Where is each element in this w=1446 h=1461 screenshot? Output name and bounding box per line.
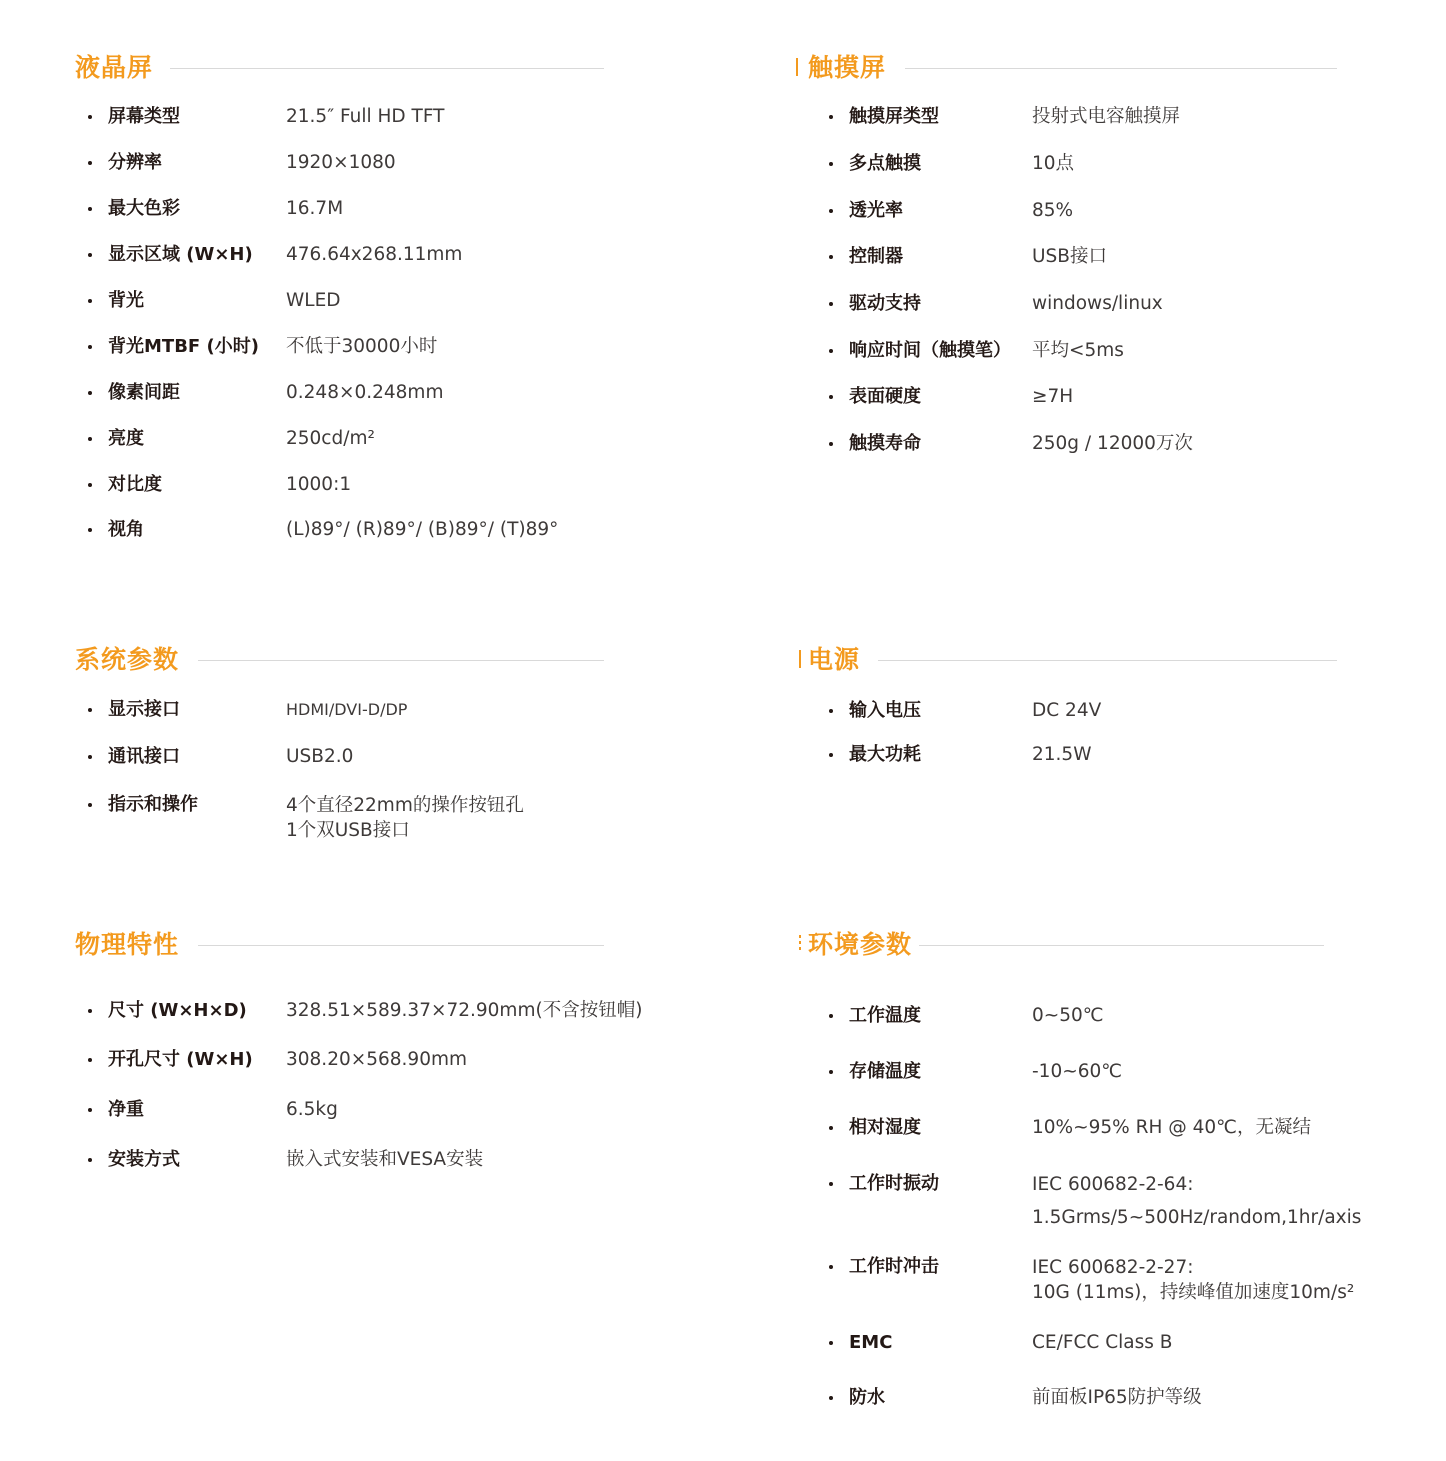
section-title: 液晶屏 xyxy=(75,53,154,82)
bullet-icon xyxy=(829,1396,833,1400)
spec-value: (L)89°/ (R)89°/ (B)89°/ (T)89° xyxy=(286,519,559,540)
bullet-icon xyxy=(88,803,92,807)
bullet-icon xyxy=(829,302,833,306)
spec-value: 10点 xyxy=(1032,153,1075,174)
section-title: 系统参数 xyxy=(75,645,180,674)
spec-value: 16.7M xyxy=(286,198,344,219)
spec-label: 相对湿度 xyxy=(849,1117,921,1138)
accent-mark xyxy=(799,935,801,953)
section-title: 电源 xyxy=(808,645,861,674)
bullet-icon xyxy=(829,709,833,713)
spec-label: 工作温度 xyxy=(849,1005,921,1026)
spec-label: 屏幕类型 xyxy=(108,106,180,127)
spec-label: 背光 xyxy=(108,290,144,311)
spec-label: 通讯接口 xyxy=(108,746,180,767)
spec-value: 平均<5ms xyxy=(1032,340,1124,361)
bullet-icon xyxy=(829,1265,833,1269)
spec-value: 不低于30000小时 xyxy=(286,336,438,357)
spec-label: 存储温度 xyxy=(849,1061,921,1082)
bullet-icon xyxy=(829,1341,833,1345)
accent-mark xyxy=(796,58,798,76)
spec-value xyxy=(1032,1168,1361,1234)
spec-value: USB2.0 xyxy=(286,746,354,767)
spec-label: 驱动支持 xyxy=(849,293,921,314)
spec-value: 1000:1 xyxy=(286,474,352,495)
spec-value: 476.64x268.11mm xyxy=(286,244,463,265)
spec-label: 开孔尺寸 (W×H) xyxy=(108,1049,253,1070)
bullet-icon xyxy=(88,708,92,712)
spec-label: 最大色彩 xyxy=(108,198,180,219)
spec-value: -10~60℃ xyxy=(1032,1061,1123,1082)
bullet-icon xyxy=(829,442,833,446)
spec-label: 尺寸 (W×H×D) xyxy=(108,1000,247,1021)
section-title: 环境参数 xyxy=(808,930,913,959)
spec-value: DC 24V xyxy=(1032,700,1102,721)
spec-value: 85% xyxy=(1032,200,1074,221)
bullet-icon xyxy=(829,349,833,353)
spec-value: USB接口 xyxy=(1032,246,1107,267)
spec-value: 前面板IP65防护等级 xyxy=(1032,1387,1202,1408)
bullet-icon xyxy=(829,1070,833,1074)
bullet-icon xyxy=(829,753,833,757)
spec-value: 250g / 12000万次 xyxy=(1032,433,1193,454)
bullet-icon xyxy=(829,1126,833,1130)
divider-line xyxy=(170,68,604,69)
bullet-icon xyxy=(88,345,92,349)
spec-label: 显示区域 (W×H) xyxy=(108,244,253,265)
spec-value: 308.20×568.90mm xyxy=(286,1049,468,1070)
section-environment xyxy=(799,927,1439,1427)
bullet-icon xyxy=(88,391,92,395)
spec-label: EMC xyxy=(849,1332,893,1353)
bullet-icon xyxy=(88,528,92,532)
bullet-icon xyxy=(829,255,833,259)
spec-label: 视角 xyxy=(108,519,144,540)
bullet-icon xyxy=(88,1058,92,1062)
spec-value: 10%~95% RH @ 40℃，无凝结 xyxy=(1032,1117,1311,1138)
spec-label: 背光MTBF (小时) xyxy=(108,336,259,357)
spec-value xyxy=(286,793,524,843)
bullet-icon xyxy=(88,1009,92,1013)
spec-value-line: 1个双USB接口 xyxy=(286,820,410,841)
section-title: 触摸屏 xyxy=(808,53,887,82)
spec-label: 显示接口 xyxy=(108,699,180,720)
divider-line xyxy=(905,68,1337,69)
bullet-icon xyxy=(88,1158,92,1162)
spec-value: CE/FCC Class B xyxy=(1032,1332,1173,1353)
spec-label: 防水 xyxy=(849,1387,885,1408)
spec-label: 安装方式 xyxy=(108,1149,180,1170)
spec-value-line: IEC 600682-2-64: xyxy=(1032,1174,1194,1195)
spec-label: 控制器 xyxy=(849,246,903,267)
bullet-icon xyxy=(829,1182,833,1186)
spec-label: 净重 xyxy=(108,1099,144,1120)
bullet-icon xyxy=(88,437,92,441)
bullet-icon xyxy=(829,162,833,166)
spec-value: 1920×1080 xyxy=(286,152,396,173)
bullet-icon xyxy=(88,299,92,303)
bullet-icon xyxy=(829,115,833,119)
spec-value: 嵌入式安装和VESA安装 xyxy=(286,1149,484,1170)
spec-value-line: IEC 600682-2-27: xyxy=(1032,1257,1194,1278)
section-system xyxy=(75,642,635,852)
spec-label: 对比度 xyxy=(108,474,162,495)
bullet-icon xyxy=(88,483,92,487)
bullet-icon xyxy=(829,395,833,399)
spec-value: 0.248×0.248mm xyxy=(286,382,444,403)
bullet-icon xyxy=(88,115,92,119)
spec-value-line: 4个直径22mm的操作按钮孔 xyxy=(286,795,524,816)
divider-line xyxy=(198,660,604,661)
divider-line xyxy=(198,945,604,946)
spec-label: 分辨率 xyxy=(108,152,162,173)
spec-value: 328.51×589.37×72.90mm(不含按钮帽) xyxy=(286,1000,643,1021)
spec-value: 250cd/m² xyxy=(286,428,375,449)
spec-label: 表面硬度 xyxy=(849,386,921,407)
bullet-icon xyxy=(88,1108,92,1112)
section-touch xyxy=(796,50,1416,480)
spec-label: 亮度 xyxy=(108,428,144,449)
bullet-icon xyxy=(88,207,92,211)
spec-value xyxy=(1032,1255,1354,1305)
spec-label: 指示和操作 xyxy=(108,794,198,815)
section-power xyxy=(799,642,1419,782)
spec-label: 最大功耗 xyxy=(849,744,921,765)
spec-value: windows/linux xyxy=(1032,293,1163,314)
divider-line xyxy=(878,660,1337,661)
spec-value: 6.5kg xyxy=(286,1099,338,1120)
spec-label: 工作时冲击 xyxy=(849,1256,939,1277)
spec-label: 触摸寿命 xyxy=(849,433,921,454)
spec-value-line: 1.5Grms/5~500Hz/random,1hr/axis xyxy=(1032,1207,1362,1228)
spec-label: 触摸屏类型 xyxy=(849,106,939,127)
spec-value: HDMI/DVI-D/DP xyxy=(286,700,408,719)
bullet-icon xyxy=(829,1014,833,1018)
spec-value: ≥7H xyxy=(1032,386,1074,407)
spec-value-line: 10G (11ms)，持续峰值加速度10m/s² xyxy=(1032,1282,1355,1303)
spec-value: WLED xyxy=(286,290,341,311)
spec-label: 工作时振动 xyxy=(849,1173,939,1194)
spec-label: 多点触摸 xyxy=(849,153,921,174)
section-lcd xyxy=(75,50,635,550)
section-title: 物理特性 xyxy=(75,930,180,959)
section-physical xyxy=(75,927,715,1187)
bullet-icon xyxy=(829,209,833,213)
spec-label: 输入电压 xyxy=(849,700,921,721)
spec-label: 响应时间（触摸笔） xyxy=(849,340,1011,361)
spec-label: 透光率 xyxy=(849,200,903,221)
spec-value: 0~50℃ xyxy=(1032,1005,1104,1026)
accent-mark xyxy=(799,650,801,668)
bullet-icon xyxy=(88,161,92,165)
bullet-icon xyxy=(88,755,92,759)
divider-line xyxy=(919,945,1324,946)
spec-label: 像素间距 xyxy=(108,382,180,403)
bullet-icon xyxy=(88,253,92,257)
spec-value: 21.5″ Full HD TFT xyxy=(286,106,445,127)
spec-value: 21.5W xyxy=(1032,744,1092,765)
spec-value: 投射式电容触摸屏 xyxy=(1032,106,1181,127)
